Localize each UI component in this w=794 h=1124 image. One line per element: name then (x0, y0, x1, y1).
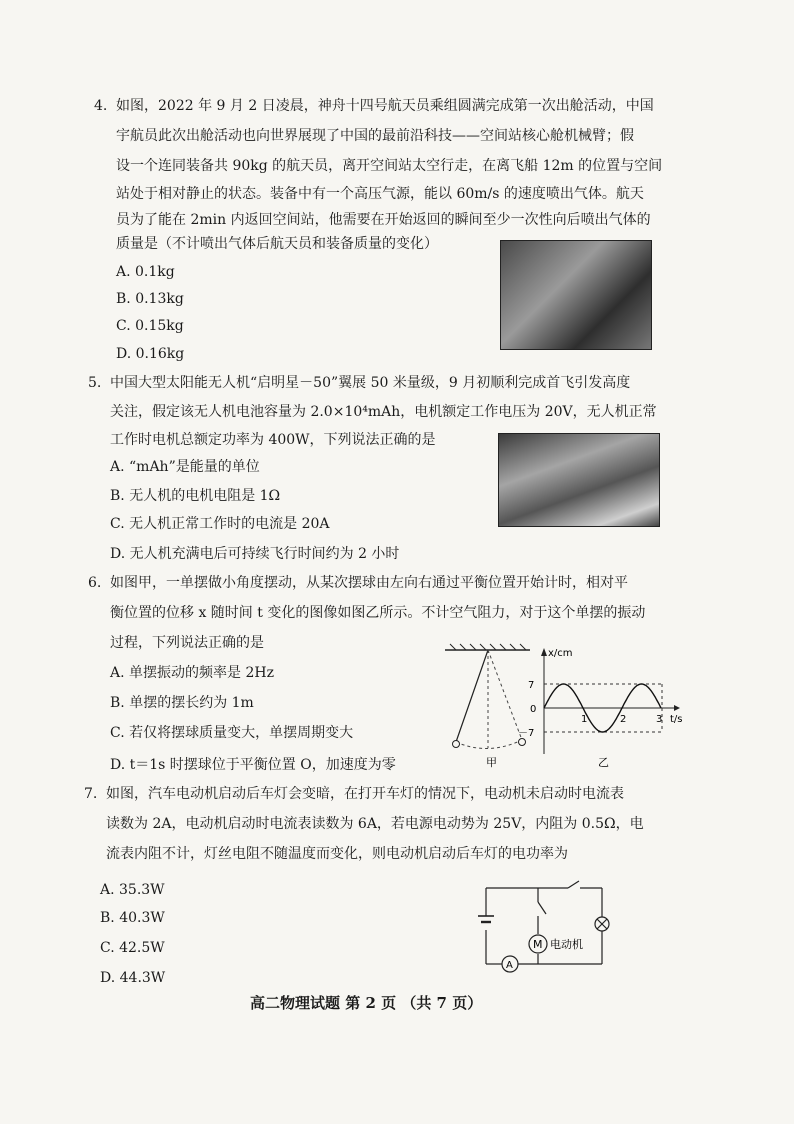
motor-label: 电动机 (550, 938, 583, 951)
pendulum-figure (440, 642, 690, 770)
x-tick-3: 3 (656, 714, 663, 725)
q7-option-d: D. 44.3W (100, 970, 166, 986)
q5-line-2: 关注，假定该无人机电池容量为 2.0×10⁴mAh，电机额定工作电压为 20V，无人机正常 (110, 404, 657, 420)
q4-line-4: 站处于相对静止的状态。装备中有一个高压气源，能以 60m/s 的速度喷出气体。航天 (116, 186, 644, 202)
motor-symbol: M (533, 938, 543, 951)
q4-line-2: 宇航员此次出舱活动也向世界展现了中国的最前沿科技——空间站核心舱机械臂；假 (116, 128, 634, 144)
q7-line-1: 7. 如图，汽车电动机启动后车灯会变暗，在打开车灯的情况下，电动机未启动时电流表 (84, 786, 624, 802)
q7-option-a: A. 35.3W (100, 882, 165, 898)
q7-option-b: B. 40.3W (100, 910, 165, 926)
q5-line-3: 工作时电机总额定功率为 400W，下列说法正确的是 (110, 432, 436, 448)
y-tick-7: 7 (528, 680, 535, 691)
y-tick-0: 0 (530, 704, 537, 715)
q7-option-c: C. 42.5W (100, 940, 165, 956)
q5-line-1: 5. 中国大型太阳能无人机“启明星－50”翼展 50 米量级，9 月初顺利完成首飞引发高度 (88, 375, 631, 391)
page-footer: 高二物理试题 第 2 页 （共 7 页） (250, 994, 483, 1012)
q6-option-b: B. 单摆的摆长约为 1m (110, 695, 254, 711)
circuit-diagram (476, 876, 612, 976)
q5-option-b: B. 无人机的电机电阻是 1Ω (110, 488, 281, 504)
q4-line-3: 设一个连同装备共 90kg 的航天员，离开空间站太空行走，在离飞船 12m 的位置与空间 (116, 158, 663, 174)
y-tick-neg7: －7 (518, 728, 535, 739)
q6-option-d: D. t＝1s 时摆球位于平衡位置 O，加速度为零 (110, 757, 396, 773)
q7-number: 7. (84, 786, 98, 802)
label-yi: 乙 (598, 756, 609, 769)
q4-number: 4. (94, 98, 108, 114)
q6-number: 6. (88, 575, 102, 591)
q5-option-c: C. 无人机正常工作时的电流是 20A (110, 516, 330, 532)
q4-line-5: 员为了能在 2min 内返回空间站，他需要在开始返回的瞬间至少一次性向后喷出气体的 (116, 212, 651, 228)
y-axis-label: x/cm (548, 648, 573, 659)
q5-number: 5. (88, 375, 102, 391)
q4-option-a: A. 0.1kg (116, 264, 175, 280)
q6-option-a: A. 单摆振动的频率是 2Hz (110, 665, 274, 681)
pendulum-diagram (445, 644, 530, 769)
q4-line-6: 质量是（不计喷出气体后航天员和装备质量的变化） (116, 236, 438, 252)
displacement-graph (518, 648, 683, 769)
q5-option-a: A. “mAh”是能量的单位 (110, 459, 260, 475)
q6-option-c: C. 若仅将摆球质量变大，单摆周期变大 (110, 725, 354, 741)
q6-line-3: 过程，下列说法正确的是 (110, 635, 264, 651)
label-jia: 甲 (486, 756, 497, 769)
x-axis-label: t/s (670, 714, 683, 725)
ammeter-symbol: A (506, 960, 513, 971)
q4-option-d: D. 0.16kg (116, 346, 185, 362)
q4-line-1: 4. 如图，2022 年 9 月 2 日凌晨，神舟十四号航天员乘组圆满完成第一次出舱活动，中国 (94, 98, 654, 114)
q6-line-2: 衡位置的位移 x 随时间 t 变化的图像如图乙所示。不计空气阻力，对于这个单摆的振动 (110, 605, 646, 621)
x-tick-1: 1 (581, 714, 588, 725)
astronaut-photo (500, 240, 652, 350)
q6-line-1: 6. 如图甲，一单摆做小角度摆动，从某次摆球由左向右通过平衡位置开始计时，相对平 (88, 575, 628, 591)
q7-line-3: 流表内阻不计，灯丝电阻不随温度而变化，则电动机启动后车灯的电功率为 (106, 846, 568, 862)
q4-option-c: C. 0.15kg (116, 318, 184, 334)
drone-photo (498, 433, 660, 527)
q5-option-d: D. 无人机充满电后可持续飞行时间约为 2 小时 (110, 546, 400, 562)
q4-option-b: B. 0.13kg (116, 291, 184, 307)
x-tick-2: 2 (620, 714, 627, 725)
q7-line-2: 读数为 2A，电动机启动时电流表读数为 6A，若电源电动势为 25V，内阻为 0.5Ω，电 (106, 816, 644, 832)
